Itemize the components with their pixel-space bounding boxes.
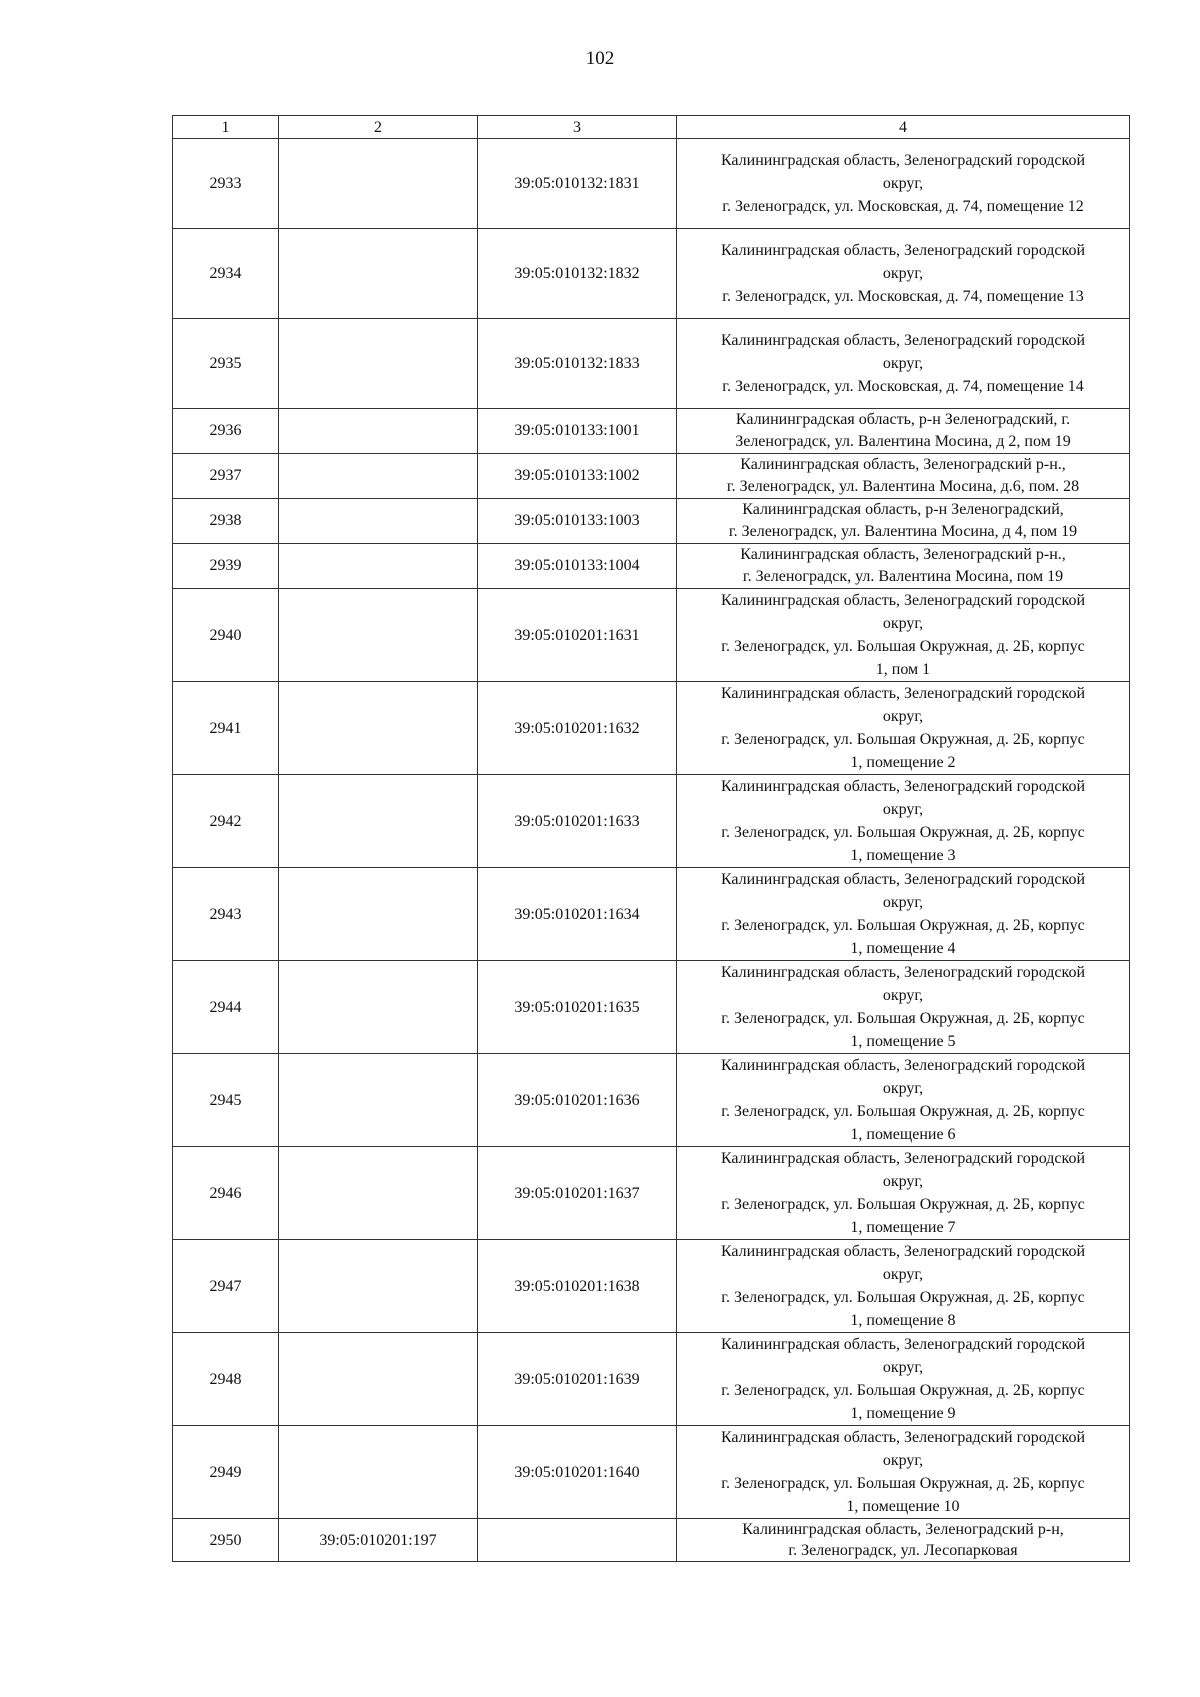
cell-address bbox=[677, 319, 1130, 409]
address-line: 1, помещение 8 bbox=[850, 1312, 956, 1329]
address-line: округ, bbox=[882, 1080, 924, 1097]
address-line: Калининградская область, Зеленоградский городской bbox=[720, 778, 1086, 795]
cell-cadastral-number: 39:05:010133:1003 bbox=[478, 499, 677, 544]
cell-cadastral-number: 39:05:010201:1636 bbox=[478, 1054, 677, 1147]
address-line: Калининградская область, Зеленоградский р-н., bbox=[740, 456, 1066, 473]
address-line: округ, bbox=[882, 355, 924, 372]
address-line: округ, bbox=[882, 1359, 924, 1376]
address-line: 1, помещение 2 bbox=[850, 754, 956, 771]
cell-cadastral-number bbox=[478, 1519, 677, 1562]
cell-cadastral-number: 39:05:010132:1831 bbox=[478, 139, 677, 229]
address-line: Калининградская область, р-н Зеленоградский, bbox=[742, 501, 1064, 518]
address-line: округ, bbox=[882, 987, 924, 1004]
cell-number: 2936 bbox=[173, 409, 279, 454]
address-line: г. Зеленоградск, ул. Большая Окружная, д. 2Б, корпус bbox=[721, 917, 1085, 934]
cell-number: 2945 bbox=[173, 1054, 279, 1147]
address-line: г. Зеленоградск, ул. Большая Окружная, д. 2Б, корпус bbox=[721, 638, 1085, 655]
cell-address bbox=[677, 682, 1130, 775]
address-line: Калининградская область, Зеленоградский городской bbox=[720, 592, 1086, 609]
cell-address bbox=[677, 1054, 1130, 1147]
cell-cadastral-number: 39:05:010201:1638 bbox=[478, 1240, 677, 1333]
cell-number: 2938 bbox=[173, 499, 279, 544]
cell-number: 2944 bbox=[173, 961, 279, 1054]
table-body bbox=[173, 139, 1130, 1562]
registry-table bbox=[172, 115, 1130, 1562]
table-row bbox=[173, 1054, 1130, 1147]
cell-col2 bbox=[279, 1426, 478, 1519]
address-line: Калининградская область, Зеленоградский городской bbox=[720, 964, 1086, 981]
cell-col2 bbox=[279, 682, 478, 775]
cell-number: 2950 bbox=[173, 1519, 279, 1562]
address-line: Калининградская область, Зеленоградский городской bbox=[720, 1336, 1086, 1353]
address-line: округ, bbox=[882, 175, 924, 192]
address-line: округ, bbox=[882, 1266, 924, 1283]
cell-number: 2940 bbox=[173, 589, 279, 682]
cell-cadastral-number: 39:05:010201:1634 bbox=[478, 868, 677, 961]
address-line: Калининградская область, Зеленоградский р-н, bbox=[742, 1521, 1064, 1538]
address-line: г. Зеленоградск, ул. Большая Окружная, д. 2Б, корпус bbox=[721, 731, 1085, 748]
address-line: округ, bbox=[882, 265, 924, 282]
address-line: округ, bbox=[882, 894, 924, 911]
address-line: Калининградская область, Зеленоградский городской bbox=[720, 1429, 1086, 1446]
address-line: 1, пом 1 bbox=[875, 661, 931, 678]
table-row bbox=[173, 1240, 1130, 1333]
cell-col2 bbox=[279, 868, 478, 961]
cell-address bbox=[677, 961, 1130, 1054]
table-row bbox=[173, 544, 1130, 589]
cell-address bbox=[677, 229, 1130, 319]
address-line: округ, bbox=[882, 1173, 924, 1190]
cell-address bbox=[677, 409, 1130, 454]
cell-address bbox=[677, 775, 1130, 868]
cell-address bbox=[677, 544, 1130, 589]
cell-number: 2939 bbox=[173, 544, 279, 589]
cell-col2: 39:05:010201:197 bbox=[279, 1519, 478, 1562]
cell-cadastral-number: 39:05:010201:1635 bbox=[478, 961, 677, 1054]
address-line: округ, bbox=[882, 1452, 924, 1469]
address-line: Калининградская область, Зеленоградский городской bbox=[720, 685, 1086, 702]
cell-cadastral-number: 39:05:010201:1640 bbox=[478, 1426, 677, 1519]
table-row bbox=[173, 139, 1130, 229]
cell-col2 bbox=[279, 1054, 478, 1147]
cell-col2 bbox=[279, 229, 478, 319]
column-header-3: 3 bbox=[478, 116, 677, 139]
address-line: г. Зеленоградск, ул. Большая Окружная, д. 2Б, корпус bbox=[721, 1103, 1085, 1120]
table-row bbox=[173, 1519, 1130, 1562]
cell-col2 bbox=[279, 139, 478, 229]
address-line: г. Зеленоградск, ул. Валентина Мосина, д.6, пом. 28 bbox=[726, 478, 1080, 495]
table-header-row bbox=[173, 116, 1130, 139]
table-row bbox=[173, 229, 1130, 319]
cell-number: 2934 bbox=[173, 229, 279, 319]
address-line: Калининградская область, р-н Зеленоградский, г. bbox=[735, 411, 1071, 428]
cell-col2 bbox=[279, 1240, 478, 1333]
cell-address bbox=[677, 868, 1130, 961]
address-line: Калининградская область, Зеленоградский городской bbox=[720, 871, 1086, 888]
address-line: г. Зеленоградск, ул. Большая Окружная, д. 2Б, корпус bbox=[721, 1196, 1085, 1213]
cell-col2 bbox=[279, 961, 478, 1054]
address-line: Зеленоградск, ул. Валентина Мосина, д 2, пом 19 bbox=[735, 433, 1071, 450]
table-row bbox=[173, 319, 1130, 409]
address-line: округ, bbox=[882, 801, 924, 818]
address-line: г. Зеленоградск, ул. Большая Окружная, д. 2Б, корпус bbox=[721, 1289, 1085, 1306]
table-row bbox=[173, 775, 1130, 868]
cell-address bbox=[677, 1240, 1130, 1333]
address-line: Калининградская область, Зеленоградский городской bbox=[720, 242, 1086, 259]
cell-cadastral-number: 39:05:010201:1637 bbox=[478, 1147, 677, 1240]
table-row bbox=[173, 1333, 1130, 1426]
cell-number: 2949 bbox=[173, 1426, 279, 1519]
address-line: 1, помещение 5 bbox=[850, 1033, 956, 1050]
table-row bbox=[173, 454, 1130, 499]
table-row bbox=[173, 409, 1130, 454]
address-line: Калининградская область, Зеленоградский городской bbox=[720, 332, 1086, 349]
cell-address bbox=[677, 1426, 1130, 1519]
cell-cadastral-number: 39:05:010132:1833 bbox=[478, 319, 677, 409]
cell-col2 bbox=[279, 319, 478, 409]
column-header-1: 1 bbox=[173, 116, 279, 139]
address-line: 1, помещение 4 bbox=[850, 940, 956, 957]
cell-number: 2933 bbox=[173, 139, 279, 229]
column-header-2: 2 bbox=[279, 116, 478, 139]
column-header-4: 4 bbox=[677, 116, 1130, 139]
cell-address bbox=[677, 1519, 1130, 1562]
table-row bbox=[173, 499, 1130, 544]
cell-cadastral-number: 39:05:010133:1004 bbox=[478, 544, 677, 589]
cell-number: 2941 bbox=[173, 682, 279, 775]
cell-cadastral-number: 39:05:010133:1001 bbox=[478, 409, 677, 454]
cell-col2 bbox=[279, 1333, 478, 1426]
address-line: 1, помещение 6 bbox=[850, 1126, 956, 1143]
page-number: 102 bbox=[585, 48, 615, 69]
cell-number: 2942 bbox=[173, 775, 279, 868]
cell-col2 bbox=[279, 409, 478, 454]
address-line: Калининградская область, Зеленоградский городской bbox=[720, 1150, 1086, 1167]
address-line: г. Зеленоградск, ул. Большая Окружная, д. 2Б, корпус bbox=[721, 1475, 1085, 1492]
cell-cadastral-number: 39:05:010133:1002 bbox=[478, 454, 677, 499]
address-line: г. Зеленоградск, ул. Большая Окружная, д. 2Б, корпус bbox=[721, 824, 1085, 841]
cell-cadastral-number: 39:05:010201:1633 bbox=[478, 775, 677, 868]
table-row bbox=[173, 682, 1130, 775]
table-row bbox=[173, 868, 1130, 961]
address-line: округ, bbox=[882, 708, 924, 725]
cell-number: 2946 bbox=[173, 1147, 279, 1240]
address-line: 1, помещение 3 bbox=[850, 847, 956, 864]
address-line: Калининградская область, Зеленоградский р-н., bbox=[740, 546, 1066, 563]
address-line: г. Зеленоградск, ул. Валентина Мосина, пом 19 bbox=[742, 568, 1064, 585]
table-row bbox=[173, 1147, 1130, 1240]
address-line: г. Зеленоградск, ул. Большая Окружная, д. 2Б, корпус bbox=[721, 1010, 1085, 1027]
cell-col2 bbox=[279, 544, 478, 589]
table-row bbox=[173, 589, 1130, 682]
cell-address bbox=[677, 454, 1130, 499]
address-line: Калининградская область, Зеленоградский городской bbox=[720, 152, 1086, 169]
address-line: г. Зеленоградск, ул. Валентина Мосина, д 4, пом 19 bbox=[728, 523, 1078, 540]
cell-number: 2947 bbox=[173, 1240, 279, 1333]
cell-address bbox=[677, 139, 1130, 229]
cell-address bbox=[677, 1147, 1130, 1240]
table-row bbox=[173, 1426, 1130, 1519]
address-line: 1, помещение 7 bbox=[850, 1219, 956, 1236]
cell-col2 bbox=[279, 499, 478, 544]
address-line: Калининградская область, Зеленоградский городской bbox=[720, 1243, 1086, 1260]
address-line: 1, помещение 9 bbox=[850, 1405, 956, 1422]
cell-number: 2937 bbox=[173, 454, 279, 499]
address-line: г. Зеленоградск, ул. Московская, д. 74, помещение 14 bbox=[722, 378, 1084, 395]
cell-number: 2935 bbox=[173, 319, 279, 409]
cell-address bbox=[677, 1333, 1130, 1426]
cell-cadastral-number: 39:05:010201:1631 bbox=[478, 589, 677, 682]
cell-address bbox=[677, 499, 1130, 544]
table-row bbox=[173, 961, 1130, 1054]
cell-number: 2948 bbox=[173, 1333, 279, 1426]
cell-cadastral-number: 39:05:010132:1832 bbox=[478, 229, 677, 319]
cell-address bbox=[677, 589, 1130, 682]
cell-number: 2943 bbox=[173, 868, 279, 961]
cell-col2 bbox=[279, 454, 478, 499]
address-line: г. Зеленоградск, ул. Лесопарковая bbox=[788, 1542, 1018, 1559]
address-line: Калининградская область, Зеленоградский городской bbox=[720, 1057, 1086, 1074]
address-line: г. Зеленоградск, ул. Московская, д. 74, помещение 12 bbox=[722, 198, 1084, 215]
address-line: г. Зеленоградск, ул. Большая Окружная, д. 2Б, корпус bbox=[721, 1382, 1085, 1399]
cell-cadastral-number: 39:05:010201:1639 bbox=[478, 1333, 677, 1426]
address-line: округ, bbox=[882, 615, 924, 632]
cell-col2 bbox=[279, 1147, 478, 1240]
cell-cadastral-number: 39:05:010201:1632 bbox=[478, 682, 677, 775]
cell-col2 bbox=[279, 589, 478, 682]
address-line: 1, помещение 10 bbox=[846, 1498, 960, 1515]
address-line: г. Зеленоградск, ул. Московская, д. 74, помещение 13 bbox=[722, 288, 1084, 305]
cell-col2 bbox=[279, 775, 478, 868]
